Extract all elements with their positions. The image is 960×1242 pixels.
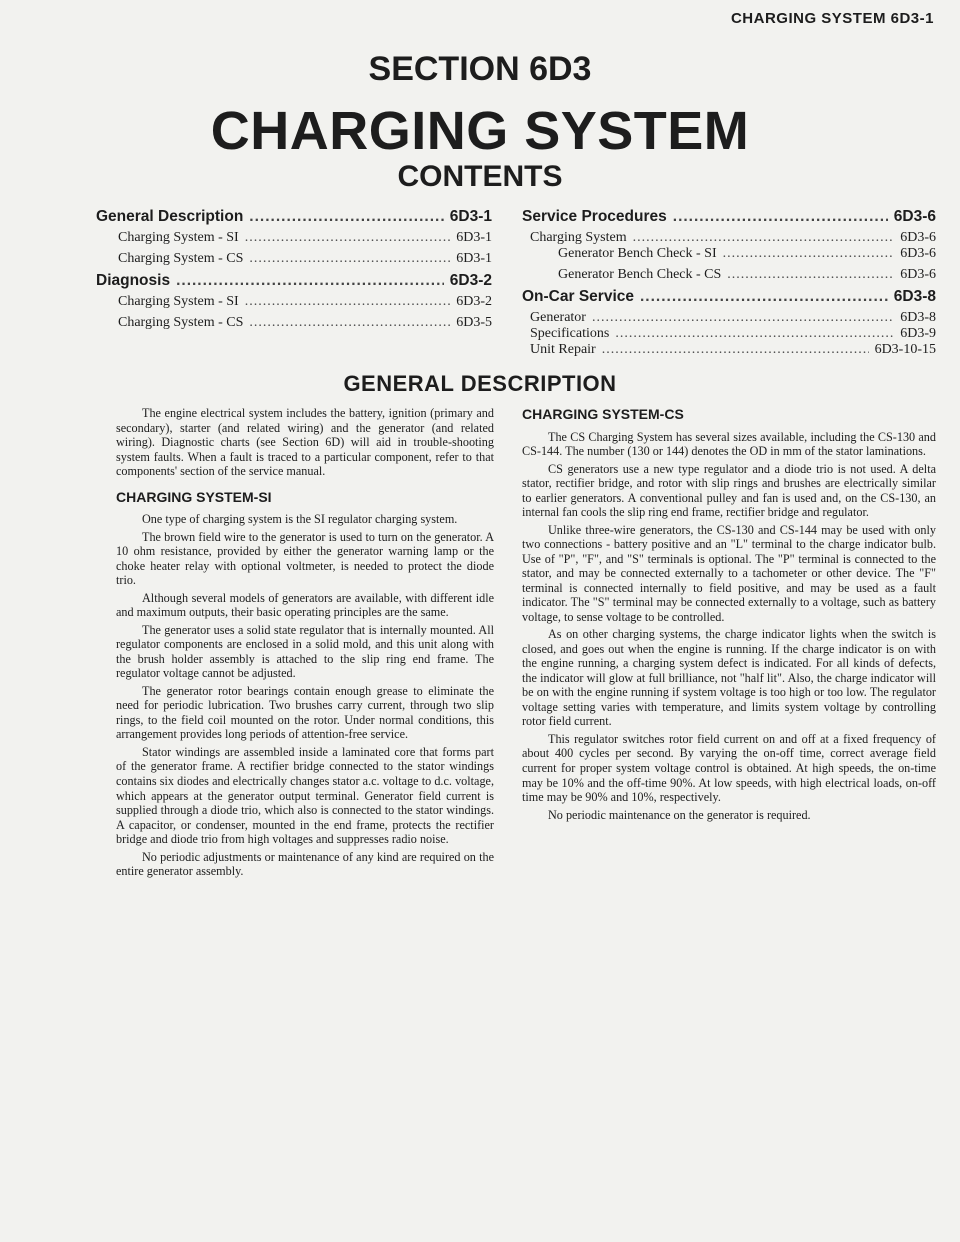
general-description-heading: GENERAL DESCRIPTION [343,371,617,396]
toc-entry[interactable] [522,246,936,267]
paragraph: Unlike three-wire generators, the CS-130 and CS-144 may be used with only two connections - battery positive and an "L" terminal to the charge indicator bulb. Use of "P", "F", and "S" terminals is optional. The "P" terminal is connected to the stator, and may be connected externally to a tachometer or other device. The "F" terminal is connected internally to field positive, and may be used as a fault indicator. The "S" terminal may be connected externally to a voltage, such as battery voltage, to sense voltage to be controlled. [522,522,936,624]
toc-entry-label: Charging System - CS [118,251,244,266]
toc-leader [592,310,894,326]
toc-entry-page: 6D3-8 [893,288,936,305]
subsection-heading: CHARGING SYSTEM-CS [522,406,684,422]
toc-entry-label: General Description [96,208,244,225]
toc-entry-page: 6D3-9 [900,326,936,341]
toc-leader [245,294,451,310]
toc-entry-label: Specifications [530,326,610,341]
paragraph: The engine electrical system includes the battery, ignition (primary and secondary), starter (and related wiring) and the generator (and related wiring). Diagnostic charts (see Section 6D) will aid in trouble-shooting system faults. When a fault is traced to a particular component, refer to that components' section of the service manual. [116,406,494,479]
toc-entry[interactable] [522,208,936,230]
toc-entry-label: Charging System [530,230,627,245]
paragraph: Although several models of generators are available, with different idle and maximum outputs, their basic operating principles are the same. [116,590,494,620]
toc-entry[interactable] [96,294,492,315]
toc-entry-label: Diagnosis [96,272,171,289]
paragraph: No periodic maintenance on the generator is required. [548,807,811,822]
toc-entry-label: Generator Bench Check - CS [558,267,722,282]
paragraph: No periodic adjustments or maintenance of any kind are required on the entire generator assembly. [116,849,494,879]
left-text-column [116,406,494,882]
toc-entry[interactable] [96,315,492,336]
paragraph: The CS Charging System has several sizes available, including the CS-130 and CS-144. The number (130 or 144) denotes the OD in mm of the stator laminations. [522,429,936,459]
paragraph: One type of charging system is the SI regulator charging system. [142,512,458,527]
toc-leader [176,272,444,290]
toc-right-column [522,208,936,358]
toc-entry-label: Generator [530,310,586,325]
toc-entry-label: Unit Repair [530,342,596,357]
toc-entry-page: 6D3-6 [900,267,936,282]
paragraph: The generator uses a solid state regulator that is internally mounted. All regulator components are enclosed in a solid mold, and this unit along with the brush holder assembly is attached to the slip ring end frame. The regulator voltage cannot be adjusted. [116,622,494,681]
toc-entry-page: 6D3-1 [449,208,492,225]
toc-entry-page: 6D3-1 [456,251,492,266]
toc-leader [633,230,895,246]
toc-entry-label: Generator Bench Check - SI [558,246,717,261]
section-label: SECTION 6D3 [368,50,592,88]
toc-entry-page: 6D3-6 [900,246,936,261]
toc-entry[interactable] [96,230,492,251]
page-title: CHARGING SYSTEM [210,101,750,161]
toc-entry-label: Charging System - SI [118,294,239,309]
paragraph: This regulator switches rotor field current on and off at a fixed frequency of about 400 cycles per second. By varying the on-off time, correct average field current for proper system voltage control is obtained. At high speeds, the on-time may be 10% and the off-time 90%. At low speeds, with high electrical loads, on-off time may be 90% and 10%, respectively. [522,731,936,805]
toc-entry-page: 6D3-2 [456,294,492,309]
toc-entry-page: 6D3-1 [456,230,492,245]
toc-entry[interactable] [96,208,492,230]
toc-entry[interactable] [96,251,492,272]
subsection-heading: CHARGING SYSTEM-SI [116,488,272,505]
toc-entry[interactable] [522,310,936,326]
toc-leader [249,208,443,226]
toc-entry-label: Charging System - CS [118,315,244,330]
toc-entry-page: 6D3-6 [900,230,936,245]
right-text-column [522,406,936,825]
toc-entry-page: 6D3-5 [456,315,492,330]
contents-heading: CONTENTS [397,160,563,193]
toc-leader [615,326,894,342]
toc-leader [673,208,888,226]
toc-entry-page: 6D3-10-15 [874,342,936,357]
toc-entry[interactable] [96,272,492,294]
toc-left-column [96,208,492,336]
toc-leader [727,267,894,283]
toc-entry-page: 6D3-8 [900,310,936,325]
paragraph: Stator windings are assembled inside a laminated core that forms part of the generator frame. A rectifier bridge connected to the stator windings contains six diodes and electrically changes stator a.c. voltage to d.c. voltage, which appears at the generator output terminal. Generator field current is supplied through a diode trio, which also is connected to the stator windings. A capacitor, or condenser, mounted in the end frame, protects the rectifier bridge and diode trio from high voltages and suppresses radio noise. [116,744,494,847]
toc-leader [723,246,895,262]
paragraph: CS generators use a new type regulator and a diode trio is not used. A delta stator, rectifier bridge, and rotor with slip rings and brushes are electrically similar to earlier generators. A conventional pulley and fan is used and, on the CS-130, an internal fan cools the slip ring end frame, rectifier bridge and regulator. [522,461,936,520]
toc-entry-page: 6D3-6 [893,208,936,225]
paragraph: The brown field wire to the generator is used to turn on the generator. A 10 ohm resistance, provided by either the generator warning lamp or the choke heater relay with optional voltmeter, is needed to protect the diode trio. [116,529,494,588]
toc-entry-page: 6D3-2 [449,272,492,289]
toc-leader [602,342,869,358]
toc-entry[interactable] [522,267,936,288]
toc-leader [249,251,450,267]
toc-entry-label: Service Procedures [522,208,667,225]
paragraph: As on other charging systems, the charge indicator lights when the switch is closed, and goes out when the engine is running. If the charge indicator is on with the engine running, a charging system defect is indicated. For all kinds of defects, the indicator will glow at full brilliance, not "half lit". Also, the charge indicator will be on with the engine running if system voltage is too high or too low. The regulator voltage setting varies with temperature, and limits system voltage by controlling rotor field current. [522,627,936,729]
toc-entry[interactable] [522,342,936,358]
toc-leader [249,315,450,331]
paragraph: The generator rotor bearings contain enough grease to eliminate the need for periodic lubrication. Two brushes carry current, through two slip rings, to the field coil mounted on the rotor. Under normal conditions, this arrangement provides long periods of attention-free service. [116,683,494,742]
toc-entry[interactable] [522,326,936,342]
toc-entry-label: Charging System - SI [118,230,239,245]
running-header: CHARGING SYSTEM 6D3-1 [730,10,934,27]
toc-leader [245,230,451,246]
toc-leader [640,288,888,306]
toc-entry[interactable] [522,288,936,310]
toc-entry[interactable] [522,230,936,246]
toc-entry-label: On-Car Service [522,288,634,305]
